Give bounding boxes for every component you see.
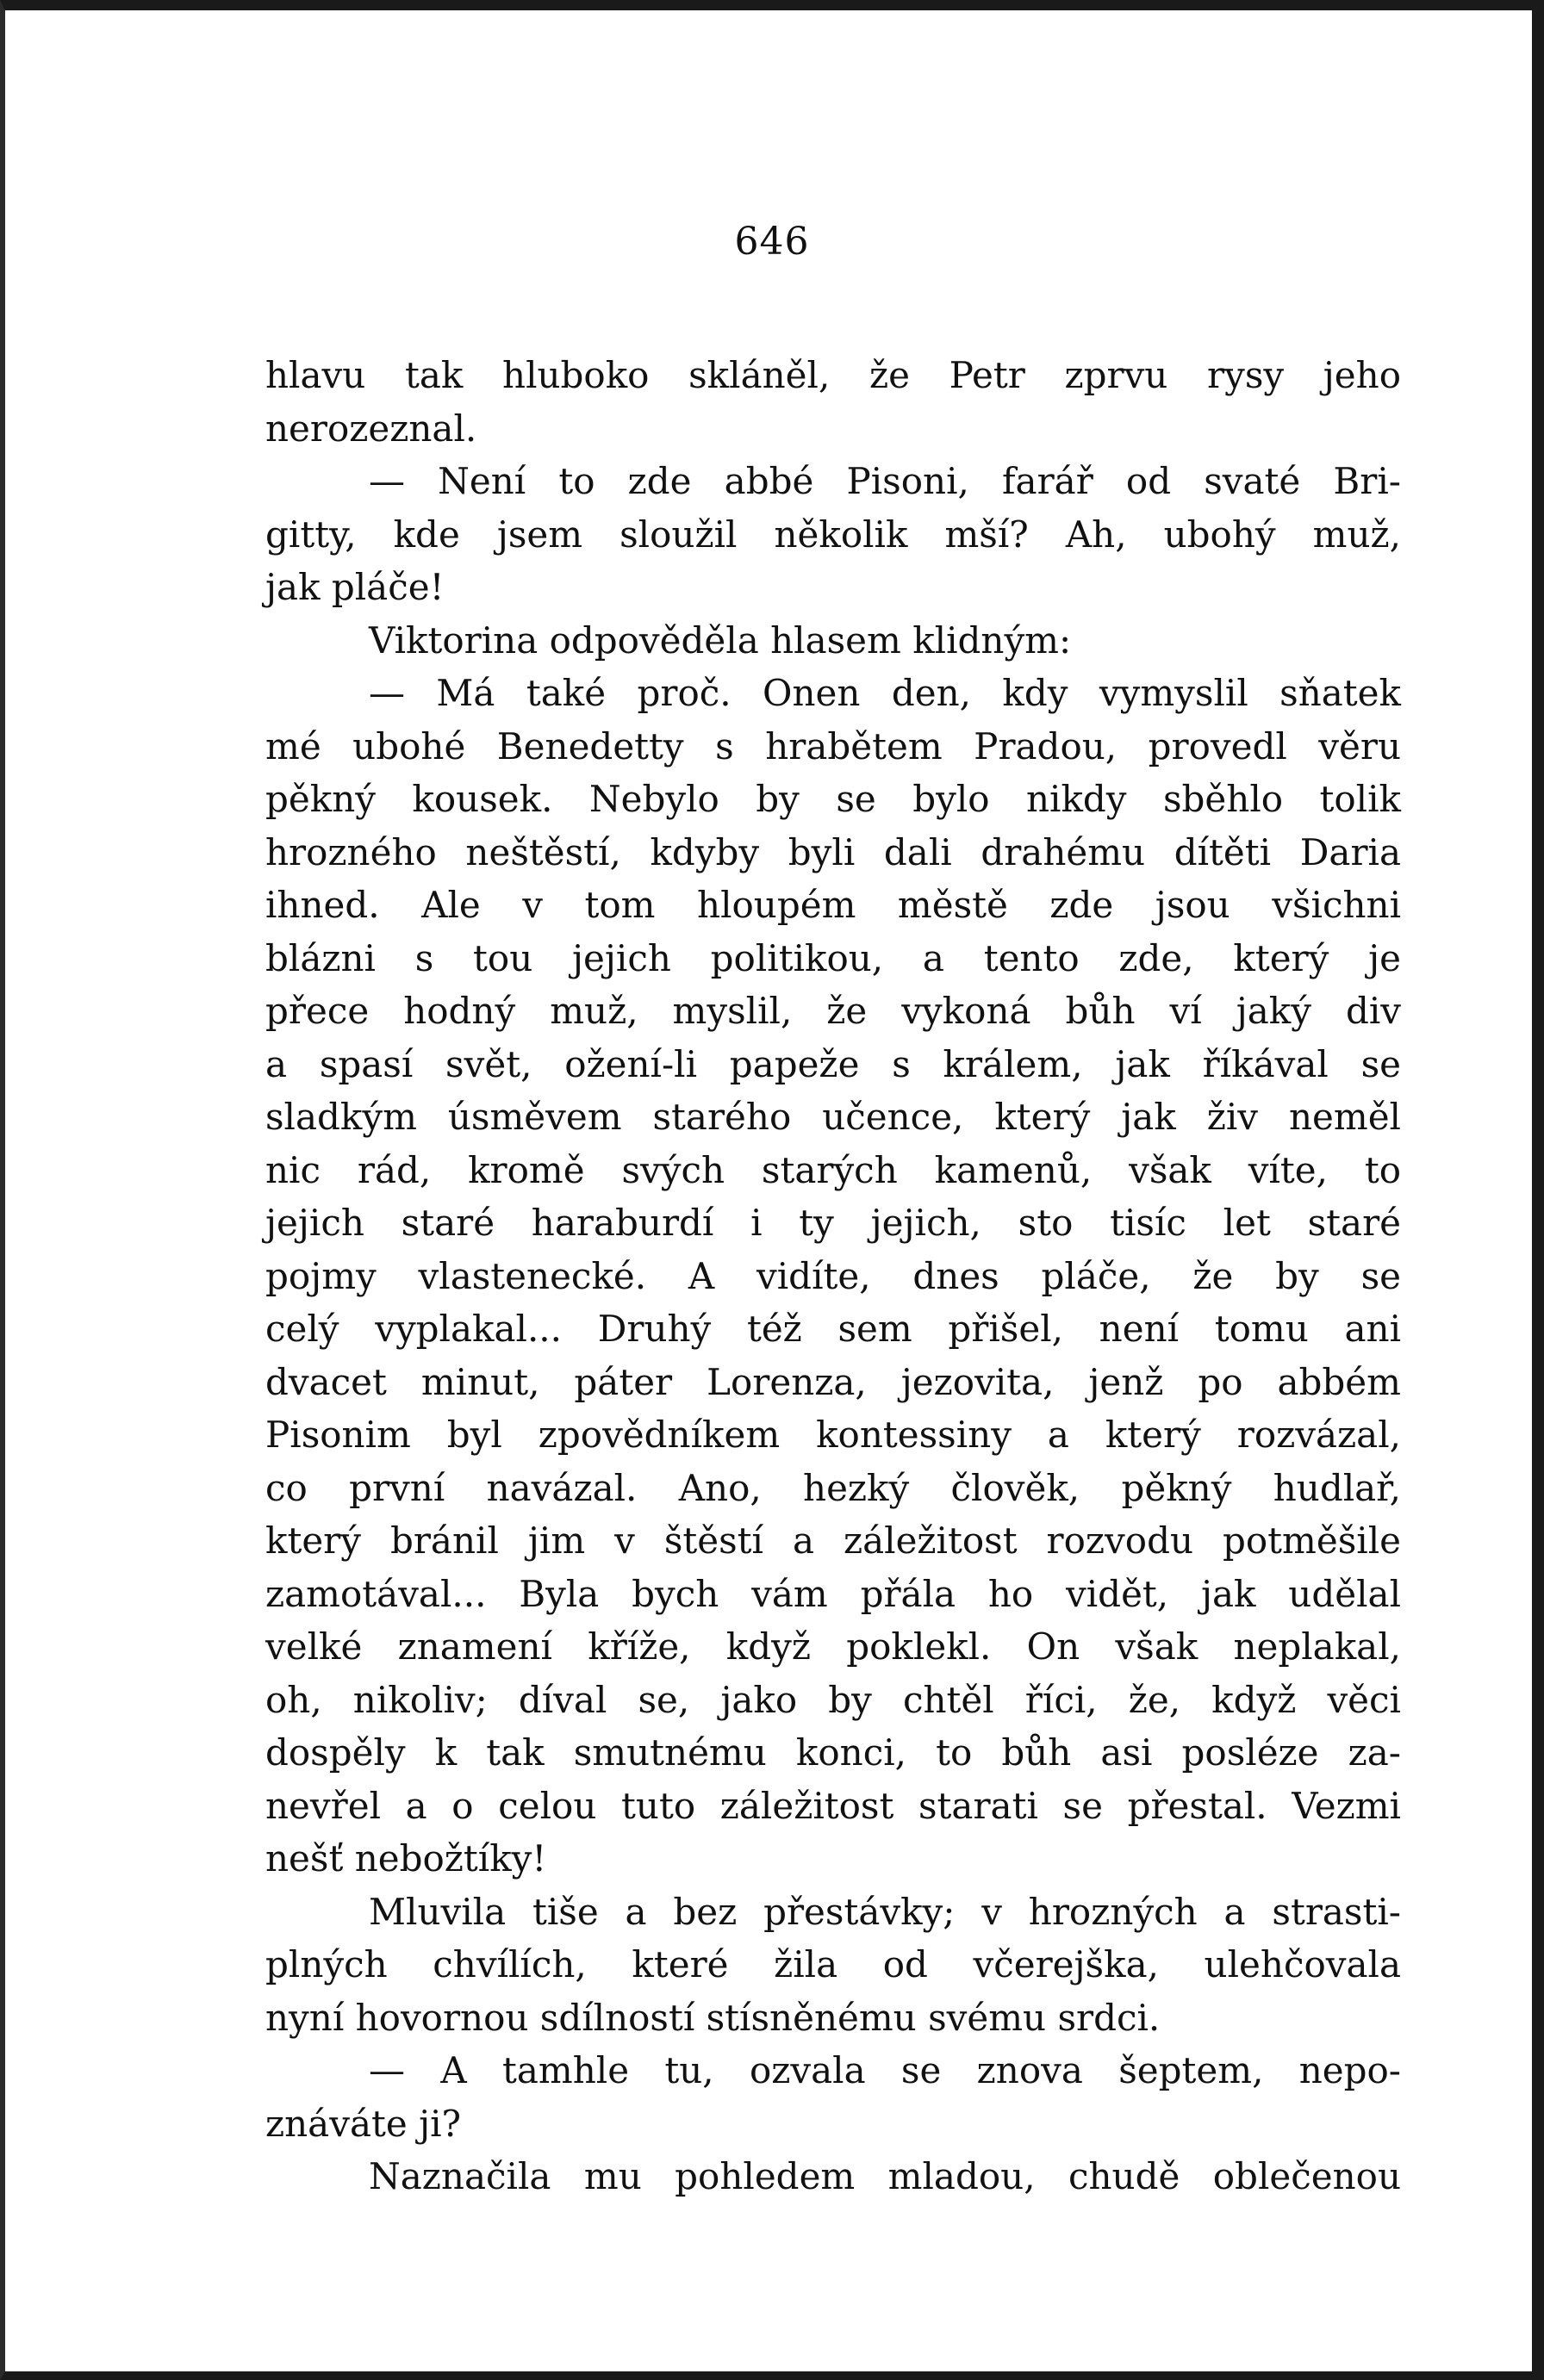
text-line: oh, nikoliv; díval se, jako by chtěl říci, že, když věci — [265, 1678, 1401, 1721]
text-line: blázni s tou jejich politikou, a tento zde, který je — [265, 936, 1401, 979]
text-line: jejich staré haraburdí i ty jejich, sto tisíc let staré — [265, 1202, 1401, 1244]
text-line: pěkný kousek. Nebylo by se bylo nikdy sběhlo tolik — [265, 778, 1401, 820]
text-line: — Není to zde abbé Pisoni, farář od svaté Bri- — [369, 460, 1401, 502]
text-line: — A tamhle tu, ozvala se znova šeptem, nepo- — [369, 2049, 1401, 2091]
text-line: velké znamení kříže, když poklekl. On však neplakal, — [265, 1625, 1401, 1668]
text-line: Naznačila mu pohledem mladou, chudě oblečenou — [369, 2155, 1401, 2197]
text-line: který bránil jim v štěstí a záležitost rozvodu potměšile — [265, 1519, 1401, 1562]
text-line: Pisonim byl zpovědníkem kontessiny a který rozvázal, — [265, 1414, 1401, 1456]
text-line: co první navázal. Ano, hezký člověk, pěkný hudlař, — [265, 1466, 1401, 1509]
text-line: dospěly k tak smutnému konci, to bůh asi posléze za- — [265, 1731, 1401, 1774]
body-text — [265, 349, 1401, 2203]
text-line: dvacet minut, páter Lorenza, jezovita, jenž po abbém — [265, 1360, 1401, 1403]
text-line: přece hodný muž, myslil, že vykoná bůh ví jaký div — [265, 990, 1401, 1032]
text-line: gitty, kde jsem sloužil několik mší? Ah, ubohý muž, — [265, 513, 1401, 556]
text-line: — Má také proč. Onen den, kdy vymyslil sňatek — [369, 672, 1401, 714]
text-line: mé ubohé Benedetty s hrabětem Pradou, provedl věru — [265, 724, 1401, 767]
text-line: celý vyplakal... Druhý též sem přišel, není tomu ani — [265, 1308, 1401, 1350]
page-number: 646 — [734, 220, 810, 264]
text-line: jak pláče! — [265, 566, 445, 608]
text-line: nyní hovornou sdílností stísněnému svému srdci. — [265, 1996, 1161, 2039]
text-line: nešť nebožtíky! — [265, 1837, 547, 1880]
text-line: nevřel a o celou tuto záležitost starati se přestal. Vezmi — [265, 1784, 1401, 1827]
text-line: Viktorina odpověděla hlasem klidným: — [369, 618, 1072, 662]
text-line: nerozeznal. — [265, 407, 477, 450]
text-line: hrozného neštěstí, kdyby byli dali drahému dítěti Daria — [265, 830, 1401, 873]
text-line: plných chvílích, které žila od včerejška, ulehčovala — [265, 1943, 1401, 1985]
text-line: sladkým úsměvem starého učence, který jak živ neměl — [265, 1096, 1401, 1138]
text-line: a spasí svět, ožení-li papeže s králem, jak říkával se — [265, 1042, 1401, 1085]
text-line: ihned. Ale v tom hloupém městě zde jsou všichni — [265, 884, 1401, 926]
text-line: znáváte ji? — [265, 2102, 462, 2145]
text-line: nic rád, kromě svých starých kamenů, však víte, to — [265, 1148, 1401, 1191]
text-line: Mluvila tiše a bez přestávky; v hrozných a strasti- — [369, 1890, 1401, 1933]
text-line: hlavu tak hluboko skláněl, že Petr zprvu rysy jeho — [265, 354, 1401, 396]
text-line: zamotával... Byla bych vám přála ho vidět, jak udělal — [265, 1572, 1401, 1615]
text-line: pojmy vlastenecké. A vidíte, dnes pláče, že by se — [265, 1254, 1401, 1297]
